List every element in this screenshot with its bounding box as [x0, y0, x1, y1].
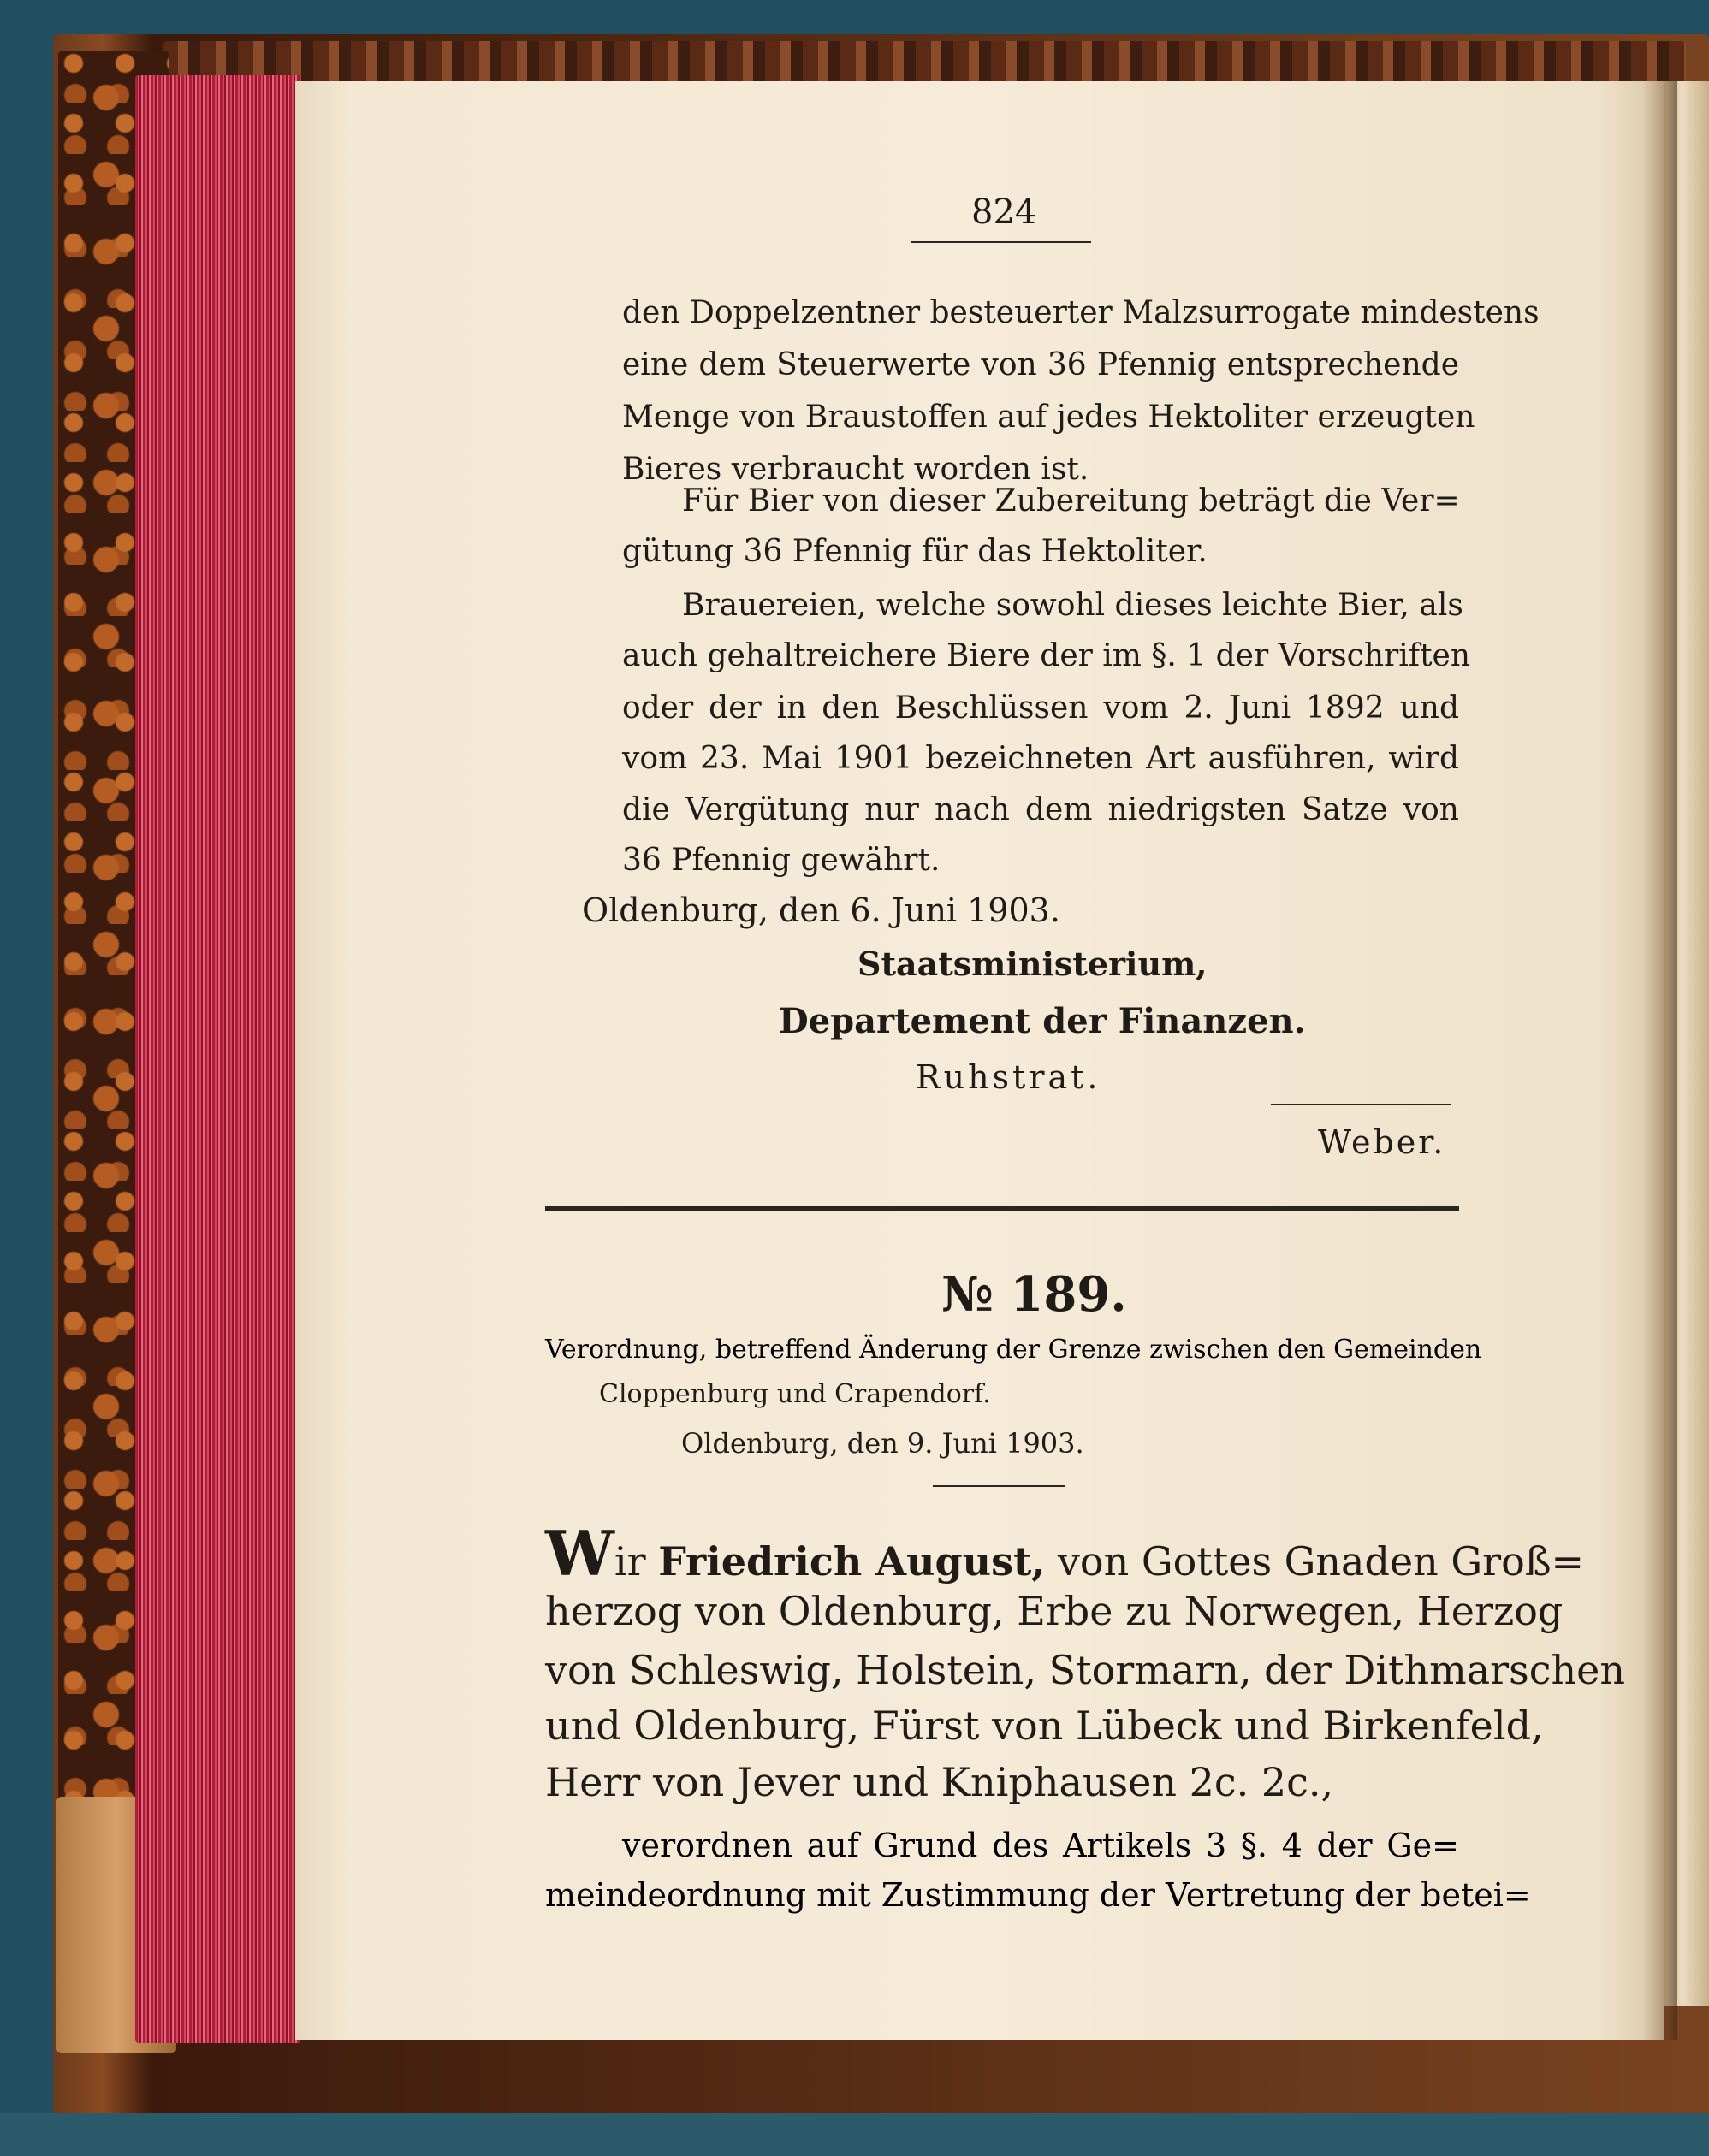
body-line: Bieres verbraucht worden ist.: [622, 452, 1089, 487]
gutter-shadow: [1643, 81, 1677, 2040]
scan-background: [0, 2113, 1709, 2156]
signature-ministry: Staatsministerium,: [857, 945, 1208, 983]
page-number: 824: [971, 192, 1037, 232]
section-title-line-1: Verordnung, betreffend Änderung der Grenze zwischen den Gemeinden: [545, 1335, 1482, 1365]
signature-name-1: Ruhstrat.: [916, 1058, 1101, 1096]
body-line: Für Bier von dieser Zubereitung beträgt die Ver=: [682, 483, 1460, 518]
body-line: oder der in den Beschlüssen vom 2. Juni 1892 und: [622, 690, 1459, 726]
body-line: eine dem Steuerwerte von 36 Pfennig entsprechende: [622, 347, 1459, 382]
body-line: die Vergütung nur nach dem niedrigsten Satze von: [622, 792, 1459, 827]
decree-line: von Schleswig, Holstein, Stormarn, der Dithmarschen: [545, 1647, 1626, 1693]
red-page-edges: [135, 75, 300, 2043]
body-line: 36 Pfennig gewährt.: [622, 843, 941, 878]
dateline-rule: [933, 1485, 1065, 1487]
decree-line-1-rest: von Gottes Gnaden Groß=: [1057, 1538, 1585, 1584]
decree-initial-rest: ir: [614, 1538, 646, 1584]
decree-continuation: meindeordnung mit Zustimmung der Vertretung der betei=: [545, 1876, 1531, 1914]
signature-department: Departement der Finanzen.: [779, 1001, 1306, 1041]
signature-rule: [1271, 1104, 1451, 1105]
decree-continuation: verordnen auf Grund des Artikels 3 §. 4 der Ge=: [622, 1827, 1459, 1864]
section-title-line-2: Cloppenburg und Crapendorf.: [599, 1379, 991, 1409]
signature-name-2: Weber.: [1318, 1123, 1446, 1161]
cover-top-edge: [163, 41, 1686, 84]
body-line: vom 23. Mai 1901 bezeichneten Art ausführen, wird: [622, 741, 1459, 776]
decree-line-1: [545, 1517, 1585, 1590]
decree-line: und Oldenburg, Fürst von Lübeck und Birkenfeld,: [545, 1703, 1544, 1749]
body-line: gütung 36 Pfennig für das Hektoliter.: [622, 534, 1208, 569]
body-line: Menge von Braustoffen auf jedes Hektoliter erzeugten: [622, 400, 1475, 435]
decree-line: Herr von Jever und Kniphausen 2c. 2c.,: [545, 1759, 1334, 1805]
body-line: auch gehaltreichere Biere der im §. 1 der Vorschriften: [622, 638, 1471, 673]
section-divider: [545, 1206, 1459, 1211]
page-number-rule: [911, 241, 1091, 243]
decree-initial: W: [545, 1517, 614, 1590]
section-dateline: Oldenburg, den 9. Juni 1903.: [681, 1427, 1084, 1460]
decree-line: herzog von Oldenburg, Erbe zu Norwegen, Herzog: [545, 1588, 1564, 1634]
section-number: № 189.: [941, 1266, 1127, 1323]
sovereign-name: Friedrich August,: [658, 1538, 1046, 1584]
place-date: Oldenburg, den 6. Juni 1903.: [582, 891, 1060, 929]
body-line: den Doppelzentner besteuerter Malzsurrogate mindestens: [622, 295, 1540, 330]
body-line: Brauereien, welche sowohl dieses leichte Bier, als: [682, 588, 1463, 623]
